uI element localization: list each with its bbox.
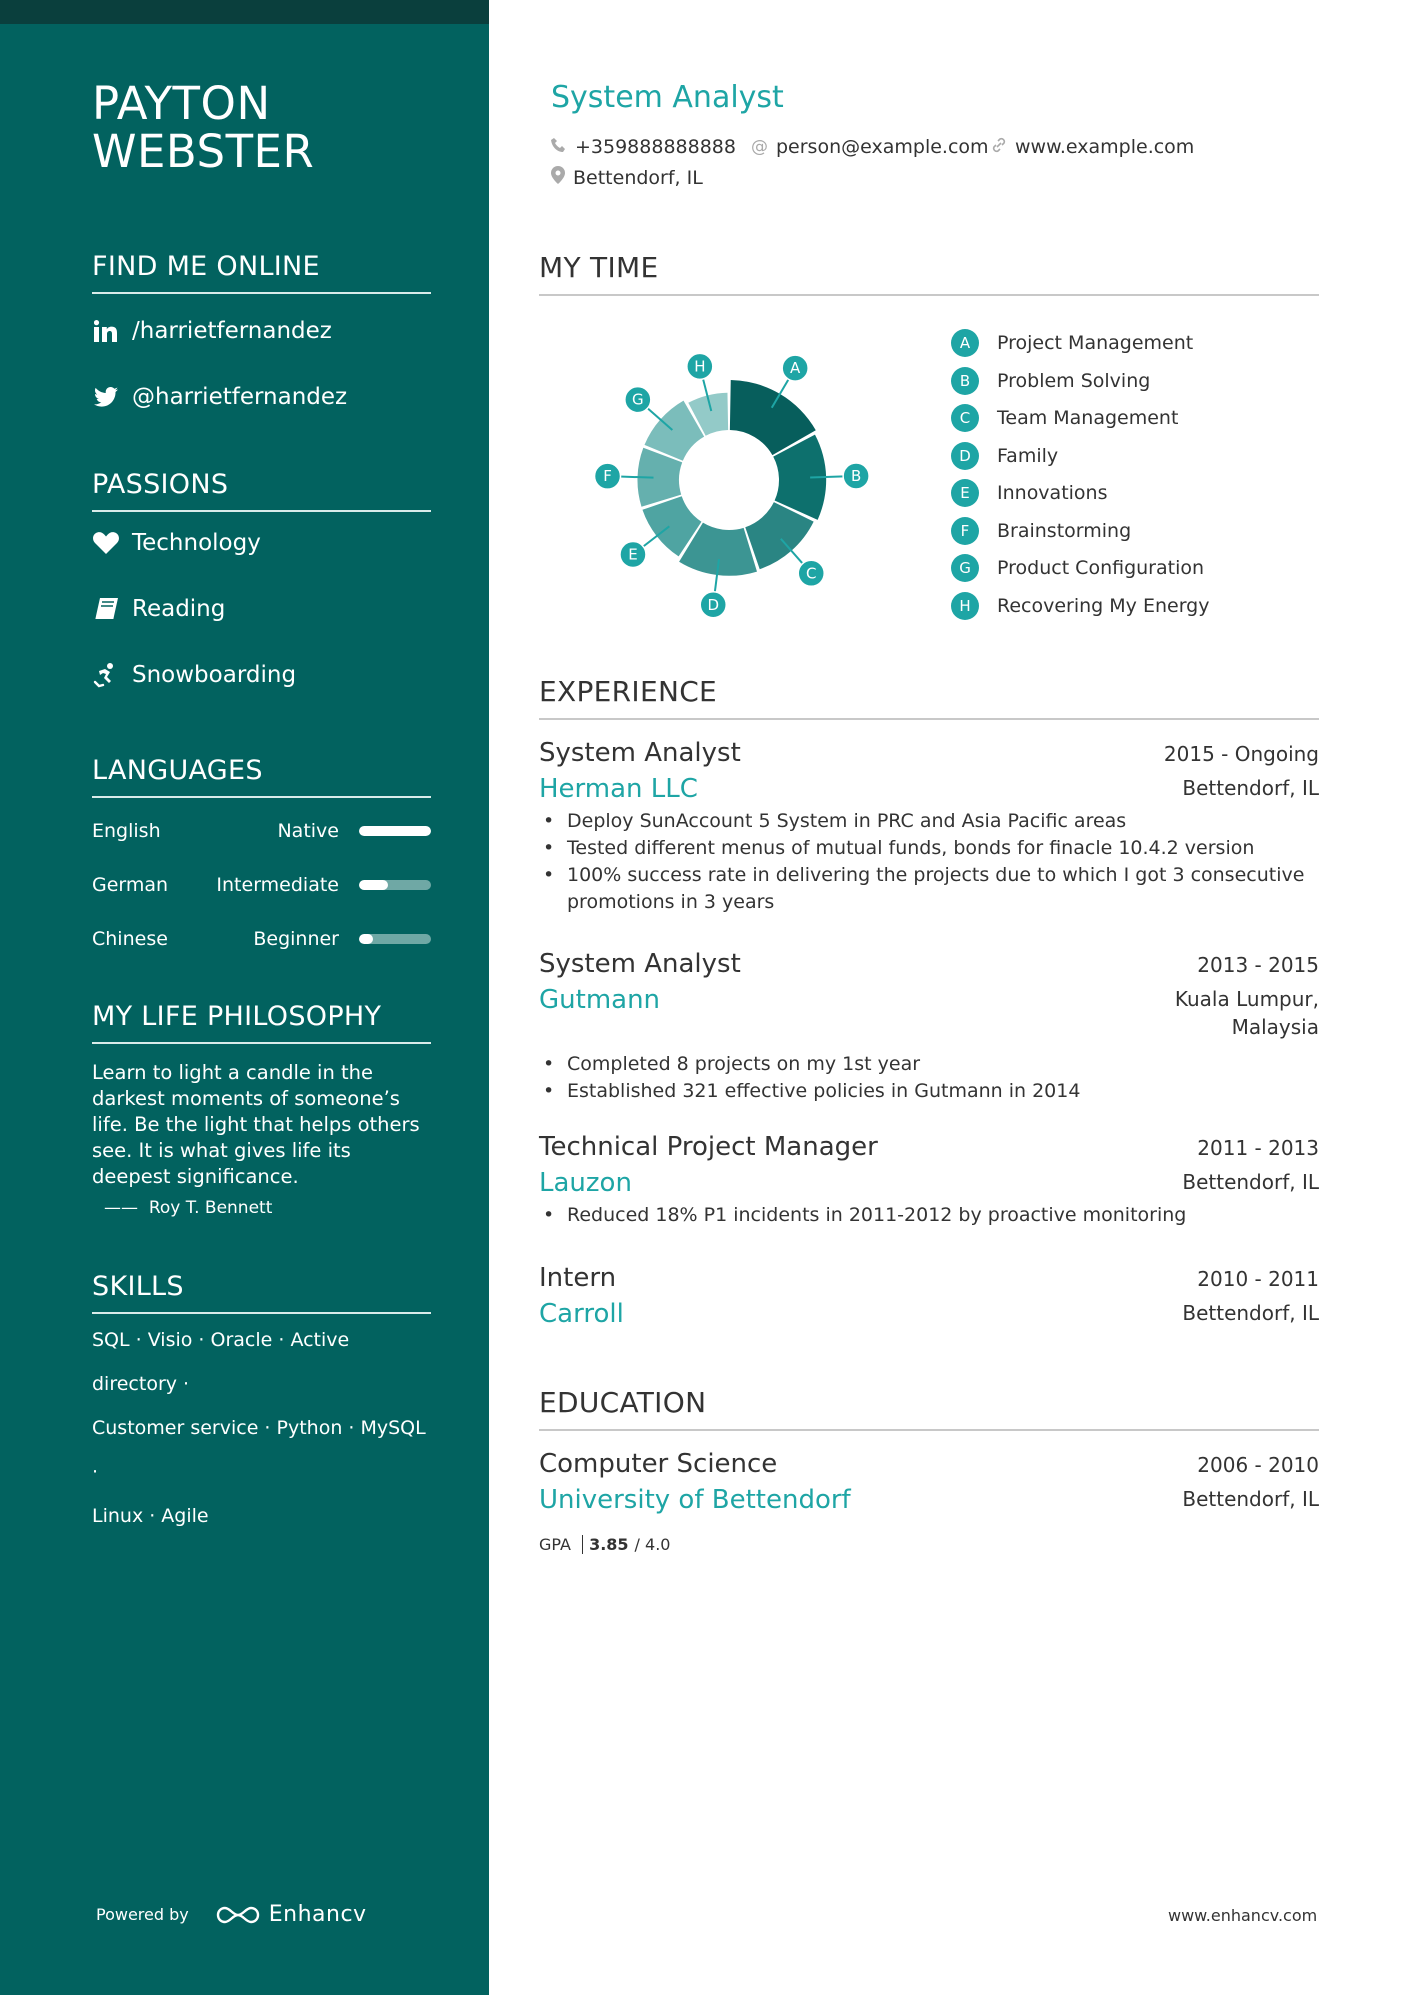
- footer-url[interactable]: www.enhancv.com: [1168, 1906, 1318, 1925]
- experience-role: Technical Project Manager: [539, 1132, 878, 1162]
- experience-company: Herman LLC: [539, 774, 698, 804]
- education-school: University of Bettendorf: [539, 1485, 851, 1515]
- legend-item: [951, 404, 1178, 432]
- experience-period: 2010 - 2011: [1197, 1267, 1319, 1291]
- experience-bullet: • Deploy SunAccount 5 System in PRC and Asia Pacific areas: [539, 808, 1319, 835]
- legend-item: [951, 367, 1150, 395]
- contact-website[interactable]: www.example.com: [991, 136, 1194, 158]
- location-pin-icon: [551, 166, 565, 189]
- education-period: 2006 - 2010: [1197, 1453, 1319, 1477]
- legend-label: Recovering My Energy: [997, 594, 1210, 617]
- experience-role: Intern: [539, 1263, 617, 1293]
- language-proficiency-fill: [359, 826, 431, 836]
- experience-location: Bettendorf, IL: [1182, 1301, 1319, 1325]
- experience-bullet: • Established 321 effective policies in Gutmann in 2014: [539, 1078, 1319, 1105]
- skills-heading: SKILLS: [92, 1270, 431, 1314]
- experience-period: 2013 - 2015: [1197, 953, 1319, 977]
- legend-item: [951, 479, 1108, 507]
- job-title: System Analyst: [551, 80, 784, 115]
- experience-company: Carroll: [539, 1299, 624, 1329]
- donut-label-letter: G: [632, 390, 644, 409]
- name-text: [92, 77, 392, 178]
- contact-phone[interactable]: +359888888888: [551, 136, 736, 158]
- legend-item: [951, 592, 1209, 620]
- donut-label-letter: H: [694, 357, 706, 376]
- candidate-name: [92, 77, 392, 178]
- philosophy-quote: Learn to light a candle in the darkest moments of someone’s life. Be the light that helps others see. It is what gives life its deepest significance.: [92, 1061, 420, 1188]
- contact-email[interactable]: @ person@example.com: [751, 136, 989, 158]
- at-icon: @: [751, 137, 768, 157]
- legend-item: [951, 554, 1204, 582]
- experience-bullet: • Reduced 18% P1 incidents in 2011-2012 by proactive monitoring: [539, 1202, 1319, 1229]
- legend-label: Team Management: [997, 407, 1179, 429]
- twitter-link[interactable]: [92, 380, 431, 414]
- experience-heading: EXPERIENCE: [539, 674, 1319, 720]
- language-proficiency-bar: [359, 826, 431, 836]
- experience-bullet: • Tested different menus of mutual funds, bonds for finacle 10.4.2 version: [539, 835, 1319, 862]
- experience-role: System Analyst: [539, 949, 741, 979]
- skills-list: [92, 1318, 431, 1538]
- legend-badge: C: [951, 404, 979, 432]
- legend-badge: B: [951, 367, 979, 395]
- languages-list: [92, 816, 431, 954]
- passion-item: Snowboarding: [92, 658, 431, 692]
- legend-badge: G: [951, 554, 979, 582]
- experience-bullets: [539, 808, 1319, 916]
- legend-badge: A: [951, 329, 979, 357]
- snowboarder-icon: [92, 661, 120, 689]
- heart-icon: [92, 529, 120, 557]
- quote-dash: ——: [104, 1198, 149, 1218]
- legend-label: Problem Solving: [997, 369, 1151, 392]
- experience-item: [539, 1132, 1319, 1229]
- book-icon: [92, 595, 120, 623]
- experience-bullet: • Completed 8 projects on my 1st year: [539, 1051, 1319, 1078]
- passion-item: Technology: [92, 526, 431, 560]
- powered-by: Powered by Enhancv: [96, 1902, 367, 1927]
- name-part: WEBSTER: [92, 125, 315, 178]
- my-time-heading: MY TIME: [539, 250, 1319, 296]
- contact-location: Bettendorf, IL: [551, 166, 703, 189]
- sidebar-top-bar: [0, 0, 489, 24]
- experience-location: Kuala Lumpur, Malaysia: [1174, 987, 1319, 1039]
- skills-line: Linux · Agile: [92, 1505, 209, 1527]
- philosophy-section: [92, 1000, 431, 1218]
- skills-line: SQL · Visio · Oracle · Active directory ·: [92, 1329, 350, 1395]
- legend-label: Product Configuration: [997, 557, 1205, 579]
- legend-badge: H: [951, 592, 979, 620]
- experience-period: 2015 - Ongoing: [1163, 742, 1319, 766]
- legend-item: [951, 442, 1058, 470]
- experience-company: Gutmann: [539, 985, 661, 1015]
- sidebar: [0, 0, 489, 1995]
- linkedin-link[interactable]: [92, 314, 431, 348]
- experience-item: [539, 1263, 1319, 1329]
- skills-line: Customer service · Python · MySQL ·: [92, 1417, 426, 1483]
- legend-label: Brainstorming: [997, 519, 1132, 542]
- experience-location: Bettendorf, IL: [1182, 1170, 1319, 1194]
- donut-label-letter: B: [850, 467, 862, 486]
- name-part: PAYTON: [92, 77, 271, 130]
- education-degree: Computer Science: [539, 1449, 778, 1479]
- passion-item: Reading: [92, 592, 431, 626]
- language-item: Chinese Beginner: [92, 924, 431, 954]
- experience-role: System Analyst: [539, 738, 741, 768]
- donut-label-letter: A: [790, 359, 801, 378]
- philosophy-heading: MY LIFE PHILOSOPHY: [92, 1000, 431, 1044]
- legend-label: Family: [997, 444, 1059, 467]
- experience-company: Lauzon: [539, 1168, 632, 1198]
- enhancv-logo[interactable]: Enhancv: [215, 1902, 367, 1927]
- donut-label-letter: F: [603, 467, 612, 486]
- education-gpa: GPA 3.85 / 4.0: [539, 1535, 671, 1554]
- gpa-value: 3.85: [589, 1535, 629, 1554]
- my-time-donut-chart: [579, 330, 879, 630]
- legend-badge: E: [951, 479, 979, 507]
- language-proficiency-bar: [359, 880, 431, 890]
- legend-item: [951, 517, 1131, 545]
- twitter-icon: [92, 383, 120, 411]
- legend-label: Innovations: [997, 482, 1108, 504]
- find-me-online-section: [92, 250, 431, 414]
- donut-leader-line: [620, 477, 654, 478]
- donut-label-letter: D: [707, 595, 720, 614]
- education-heading: EDUCATION: [539, 1385, 1319, 1431]
- experience-item: [539, 738, 1319, 916]
- language-item: English Native: [92, 816, 431, 846]
- linkedin-icon: [92, 317, 120, 345]
- legend-badge: D: [951, 442, 979, 470]
- language-proficiency-fill: [359, 934, 373, 944]
- donut-leader-line: [810, 476, 844, 477]
- language-proficiency-fill: [359, 880, 388, 890]
- language-item: German Intermediate: [92, 870, 431, 900]
- languages-section: [92, 754, 431, 954]
- experience-bullet: • 100% success rate in delivering the projects due to which I got 3 consecutive promotions in 3 years: [539, 862, 1319, 916]
- education-location: Bettendorf, IL: [1182, 1487, 1319, 1511]
- legend-label: Project Management: [997, 332, 1194, 354]
- skills-section: [92, 1270, 431, 1538]
- legend-item: [951, 329, 1193, 357]
- find-me-online-heading: FIND ME ONLINE: [92, 250, 431, 294]
- link-icon: [991, 137, 1007, 158]
- experience-bullets: [539, 1051, 1319, 1105]
- language-proficiency-bar: [359, 934, 431, 944]
- passions-section: [92, 468, 431, 692]
- linkedin-handle: /harrietfernandez: [132, 318, 332, 344]
- phone-icon: [551, 137, 567, 158]
- passions-heading: PASSIONS: [92, 468, 431, 512]
- gpa-max: 4.0: [645, 1535, 671, 1554]
- donut-label-letter: E: [628, 545, 638, 564]
- my-time-legend: [951, 329, 1311, 629]
- experience-period: 2011 - 2013: [1197, 1136, 1319, 1160]
- languages-heading: LANGUAGES: [92, 754, 431, 798]
- quote-author: —— Roy T. Bennett: [104, 1198, 273, 1218]
- enhancv-logo-icon: [215, 1904, 261, 1926]
- legend-badge: F: [951, 517, 979, 545]
- experience-item: [539, 949, 1319, 1105]
- twitter-handle: @harrietfernandez: [132, 384, 348, 410]
- experience-location: Bettendorf, IL: [1182, 776, 1319, 800]
- donut-label-letter: C: [805, 564, 817, 583]
- education-item: [539, 1449, 1319, 1515]
- experience-bullets: [539, 1202, 1319, 1229]
